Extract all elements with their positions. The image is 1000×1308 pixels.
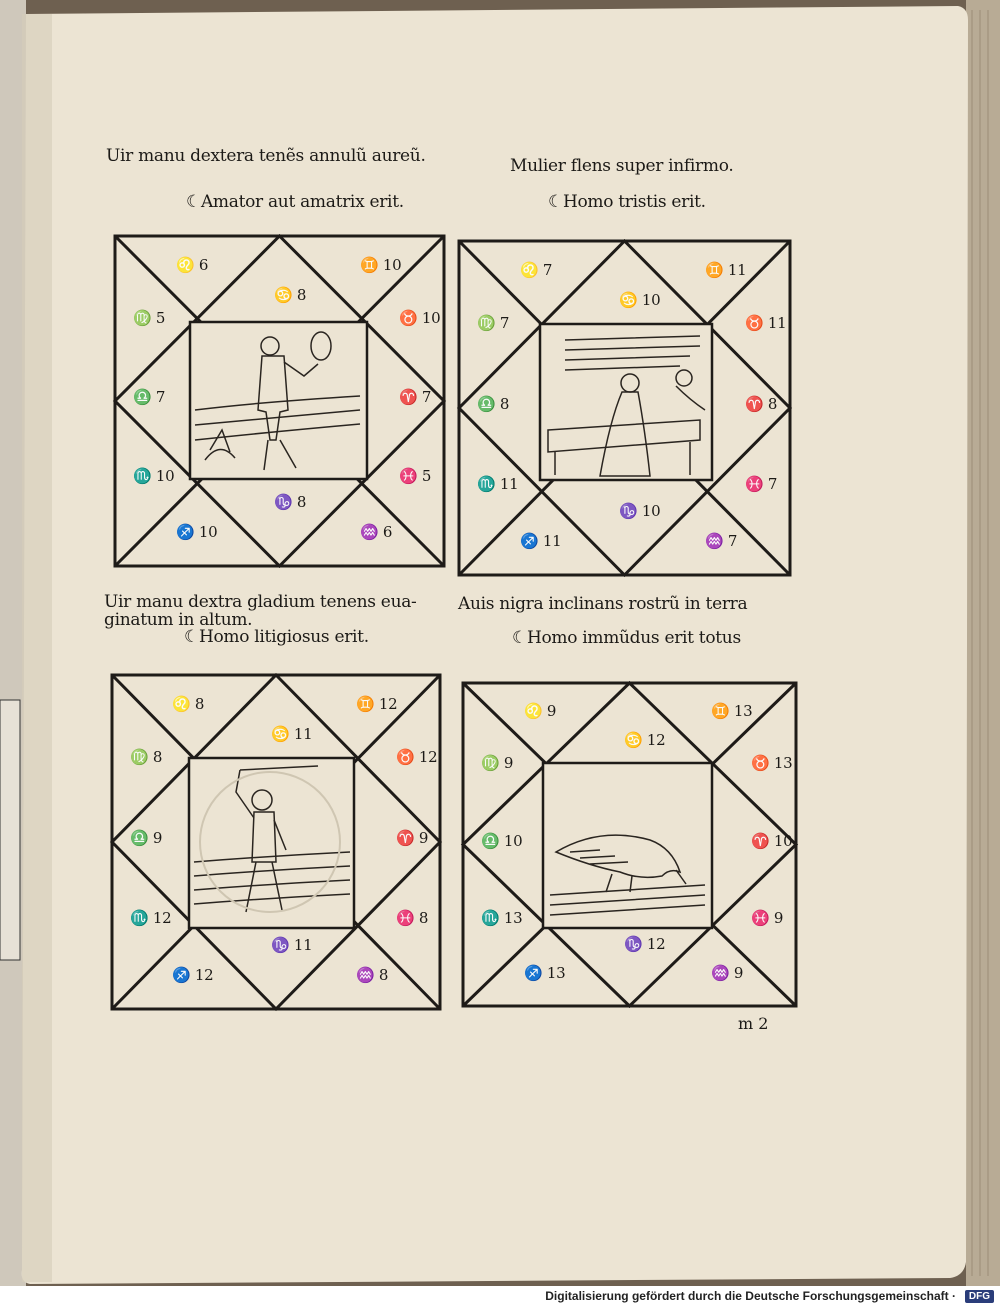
chart-4-label-mid-right: ♈ 10 — [751, 832, 793, 850]
chart-3-label-mid-right: ♈ 9 — [396, 829, 429, 847]
chart-2-label-mid-left: ♎ 8 — [477, 395, 510, 413]
caption-1-description: Uir manu dextera tenẽs annulũ aureũ. — [106, 146, 426, 166]
caption-1-verdict: ☾Amator aut amatrix erit. — [186, 192, 404, 212]
chart-2-label-upper-right: ♉ 11 — [745, 314, 787, 332]
chart-3-label-upper-left: ♍ 8 — [130, 748, 163, 766]
caption-2-description: Mulier flens super infirmo. — [510, 156, 734, 176]
chart-3-label-mid-left: ♎ 9 — [130, 829, 163, 847]
chart-1-label-top-center: ♋ 8 — [274, 286, 307, 304]
chart-3-label-upper-right: ♉ 12 — [396, 748, 438, 766]
chart-4-label-bottom-left: ♐ 13 — [524, 964, 566, 982]
chart-4-label-lower-left: ♏ 13 — [481, 909, 523, 927]
chart-2-label-lower-left: ♏ 11 — [477, 475, 519, 493]
chart-3-label-lower-left: ♏ 12 — [130, 909, 172, 927]
chart-1-label-top-right: ♊ 10 — [360, 256, 402, 274]
chart-2-label-top-center: ♋ 10 — [619, 291, 661, 309]
chart-1-label-upper-left: ♍ 5 — [133, 309, 166, 327]
signature-mark: m 2 — [738, 1014, 769, 1033]
caption-4-verdict: ☾Homo immũdus erit totus — [512, 628, 741, 648]
chart-2-label-top-left: ♌ 7 — [520, 261, 553, 279]
chart-3-label-bottom-left: ♐ 12 — [172, 966, 214, 984]
chart-1-label-top-left: ♌ 6 — [176, 256, 209, 274]
dfg-logo: DFG — [965, 1290, 994, 1303]
footer-bar — [0, 1286, 1000, 1308]
chart-4-label-bottom-center: ♑ 12 — [624, 935, 666, 953]
caption-3-verdict: ☾Homo litigiosus erit. — [184, 627, 369, 647]
chart-1-label-bottom-right: ♒ 6 — [360, 523, 393, 541]
chart-1-label-mid-right: ♈ 7 — [399, 388, 432, 406]
chart-2-label-top-right: ♊ 11 — [705, 261, 747, 279]
chart-1-label-mid-left: ♎ 7 — [133, 388, 166, 406]
chart-3-label-lower-right: ♓ 8 — [396, 909, 429, 927]
chart-3-label-bottom-right: ♒ 8 — [356, 966, 389, 984]
chart-4-label-top-center: ♋ 12 — [624, 731, 666, 749]
footer-credit: Digitalisierung gefördert durch die Deutsche Forschungsgemeinschaft · — [545, 1289, 956, 1303]
chart-4-label-top-right: ♊ 13 — [711, 702, 753, 720]
chart-4-label-upper-left: ♍ 9 — [481, 754, 514, 772]
caption-3-description-cont: ginatum in altum. — [104, 610, 253, 630]
chart-3-label-top-left: ♌ 8 — [172, 695, 205, 713]
chart-4-label-upper-right: ♉ 13 — [751, 754, 793, 772]
chart-1-label-lower-left: ♏ 10 — [133, 467, 175, 485]
chart-4-label-mid-left: ♎ 10 — [481, 832, 523, 850]
caption-3-description: Uir manu dextra gladium tenens eua- — [104, 592, 417, 612]
chart-4-label-bottom-right: ♒ 9 — [711, 964, 744, 982]
chart-1-label-bottom-center: ♑ 8 — [274, 493, 307, 511]
caption-4-description: Auis nigra inclinans rostrũ in terra — [458, 594, 748, 614]
chart-2-label-lower-right: ♓ 7 — [745, 475, 778, 493]
chart-1-label-bottom-left: ♐ 10 — [176, 523, 218, 541]
chart-2-label-bottom-center: ♑ 10 — [619, 502, 661, 520]
chart-1-label-upper-right: ♉ 10 — [399, 309, 441, 327]
chart-2-label-bottom-right: ♒ 7 — [705, 532, 738, 550]
chart-2-label-mid-right: ♈ 8 — [745, 395, 778, 413]
chart-3-label-bottom-center: ♑ 11 — [271, 936, 313, 954]
chart-3-label-top-center: ♋ 11 — [271, 725, 313, 743]
caption-2-verdict: ☾Homo tristis erit. — [548, 192, 706, 212]
chart-2-label-bottom-left: ♐ 11 — [520, 532, 562, 550]
chart-3-label-top-right: ♊ 12 — [356, 695, 398, 713]
chart-2-label-upper-left: ♍ 7 — [477, 314, 510, 332]
chart-4-label-top-left: ♌ 9 — [524, 702, 557, 720]
page-paper — [22, 6, 968, 1284]
page-edges — [966, 0, 1000, 1286]
left-page-figure — [0, 700, 20, 960]
chart-4-label-lower-right: ♓ 9 — [751, 909, 784, 927]
chart-1-label-lower-right: ♓ 5 — [399, 467, 432, 485]
